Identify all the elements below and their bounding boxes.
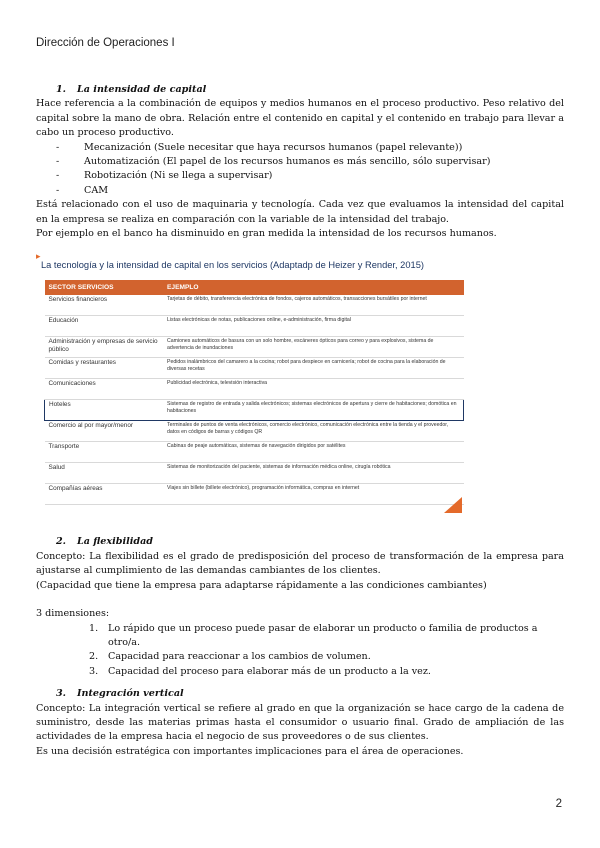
sector-cell: Servicios financieros — [45, 295, 164, 316]
example-cell: Terminales de puntos de venta electrónicos, comercio electrónico, comunicación electrónica entre la tienda y el proveedor, datos en códigos de barras y códigos QR — [163, 421, 464, 442]
sector-cell: Hoteles — [45, 400, 164, 421]
table-row — [45, 316, 464, 337]
section-1-definition: Hace referencia a la combinación de equipos y medios humanos en el proceso productivo. Peso relativo del capital sobre la mano de obra. Relación entre el contenido en capital y el contenido en trabajo para llevar a cabo un proceso productivo. — [36, 98, 564, 139]
sector-cell: Comidas y restaurantes — [45, 358, 164, 379]
example-cell: Sistemas de monitorización del paciente, sistemas de información médica online, cirugía robótica — [163, 463, 464, 484]
list-item: - CAM — [36, 184, 564, 198]
section-3-concept: Concepto: La integración vertical se refiere al grado en que la organización se hace cargo de la cadena de suministro, desde las materias primas hasta el consumidor o usuario final. Grado de ampliación de las actividades de la empresa hacia el negocio de sus proveedores o de sus clientes. — [36, 702, 564, 743]
sector-cell: Compañías aéreas — [45, 484, 164, 505]
sector-cell: Comercio al por mayor/menor — [45, 421, 164, 442]
dimensions-label: 3 dimensiones: — [36, 608, 110, 620]
services-table — [44, 280, 464, 505]
list-number: 2. — [89, 651, 99, 663]
column-header-sector: SECTOR SERVICIOS — [45, 280, 164, 295]
example-cell: Publicidad electrónica, televisión interactiva — [163, 379, 464, 400]
list-item — [36, 665, 564, 679]
example-cell: Tarjetas de débito, transferencia electrónica de fondos, cajeros automáticos, transacciones bursátiles por internet — [163, 295, 464, 316]
dimensions-list — [36, 622, 564, 680]
sector-cell: Administración y empresas de servicio público — [45, 337, 164, 358]
column-header-example: EJEMPLO — [163, 280, 464, 295]
section-3-number: 3. — [56, 688, 67, 700]
sector-cell: Transporte — [45, 442, 164, 463]
list-item: - Mecanización (Suele necesitar que haya recursos humanos (papel relevante)) — [36, 141, 564, 155]
table-row — [45, 442, 464, 463]
example-cell: Camiones automáticos de basura con un solo hombre, escáneres ópticos para correo y para explosivos, sistema de advertencia de inundaciones — [163, 337, 464, 358]
section-2-heading — [56, 535, 564, 549]
sector-cell: Salud — [45, 463, 164, 484]
figure-title: La tecnología y la intensidad de capital en los servicios (Adaptadp de Heizer y Render, 2015) — [41, 260, 424, 271]
table-row — [45, 463, 464, 484]
figure-bullet-icon: ▸ — [36, 252, 41, 263]
example-cell: Sistemas de registro de entrada y salida electrónicos; sistemas electrónicos de apertura y cierre de habitaciones; domótica en habitaciones — [163, 400, 464, 421]
table-row — [45, 295, 464, 316]
page-header: Dirección de Operaciones I — [36, 37, 175, 49]
table-row — [45, 379, 464, 400]
capital-intensity-list — [36, 141, 564, 199]
table-row — [45, 421, 464, 442]
table-row — [45, 358, 464, 379]
section-3-paragraph-2: Es una decisión estratégica con importantes implicaciones para el área de operaciones. — [36, 745, 464, 757]
example-cell: Viajes sin billete (billete electrónico), programación informática, compras en internet — [163, 484, 464, 505]
corner-triangle-icon — [444, 497, 462, 513]
list-number: 3. — [89, 665, 99, 677]
section-1-paragraph-2: Está relacionado con el uso de maquinaria y tecnología. Cada vez que evaluamos la intensidad del capital en la empresa se realiza en comparación con la variable de la intensidad del trabajo. — [36, 199, 564, 225]
section-2-concept: Concepto: La flexibilidad es el grado de predisposición del proceso de transformación de la empresa para ajustarse al cumplimiento de las demandas cambiantes de los clientes. — [36, 550, 564, 577]
sector-cell: Educación — [45, 316, 164, 337]
list-text: Lo rápido que un proceso puede pasar de elaborar un producto o familia de productos a otro/a. — [108, 622, 538, 648]
table-row — [45, 484, 464, 505]
example-cell: Listas electrónicas de notas, publicaciones online, e-administración, firma digital — [163, 316, 464, 337]
list-item: - Automatización (El papel de los recursos humanos es más sencillo, sólo supervisar) — [36, 155, 564, 169]
list-text: Capacidad para reaccionar a los cambios de volumen. — [108, 651, 371, 663]
table-row-highlighted — [45, 400, 464, 421]
section-1-paragraph-3: Por ejemplo en el banco ha disminuido en gran medida la intensidad de los recursos humanos. — [36, 228, 497, 240]
section-1-title: La intensidad de capital — [77, 84, 207, 95]
list-text: Capacidad del proceso para elaborar más de un producto a la vez. — [108, 665, 431, 677]
table-header-row — [45, 280, 464, 295]
section-1-heading — [56, 83, 564, 97]
list-number: 1. — [89, 622, 99, 634]
example-cell: Cabinas de peaje automáticas, sistemas de navegación dirigidos por satélites — [163, 442, 464, 463]
sector-cell: Comunicaciones — [45, 379, 164, 400]
technology-figure — [36, 252, 457, 525]
list-item — [36, 622, 564, 651]
table-row — [45, 337, 464, 358]
section-3-title: Integración vertical — [77, 688, 184, 700]
document-body — [36, 83, 564, 759]
section-2-note: (Capacidad que tiene la empresa para adaptarse rápidamente a las condiciones cambiantes) — [36, 579, 487, 591]
section-1-number: 1. — [56, 84, 67, 95]
list-item — [36, 650, 564, 664]
section-3-heading — [56, 687, 564, 701]
page-number: 2 — [555, 798, 562, 810]
example-cell: Pedidos inalámbricos del camarero a la cocina; robot para despiece en carnicería; robot de cocina para la elaboración de diversas recetas — [163, 358, 464, 379]
list-item: - Robotización (Ni se llega a supervisar) — [36, 169, 564, 183]
section-2-number: 2. — [56, 536, 67, 548]
section-2-title: La flexibilidad — [77, 536, 154, 548]
